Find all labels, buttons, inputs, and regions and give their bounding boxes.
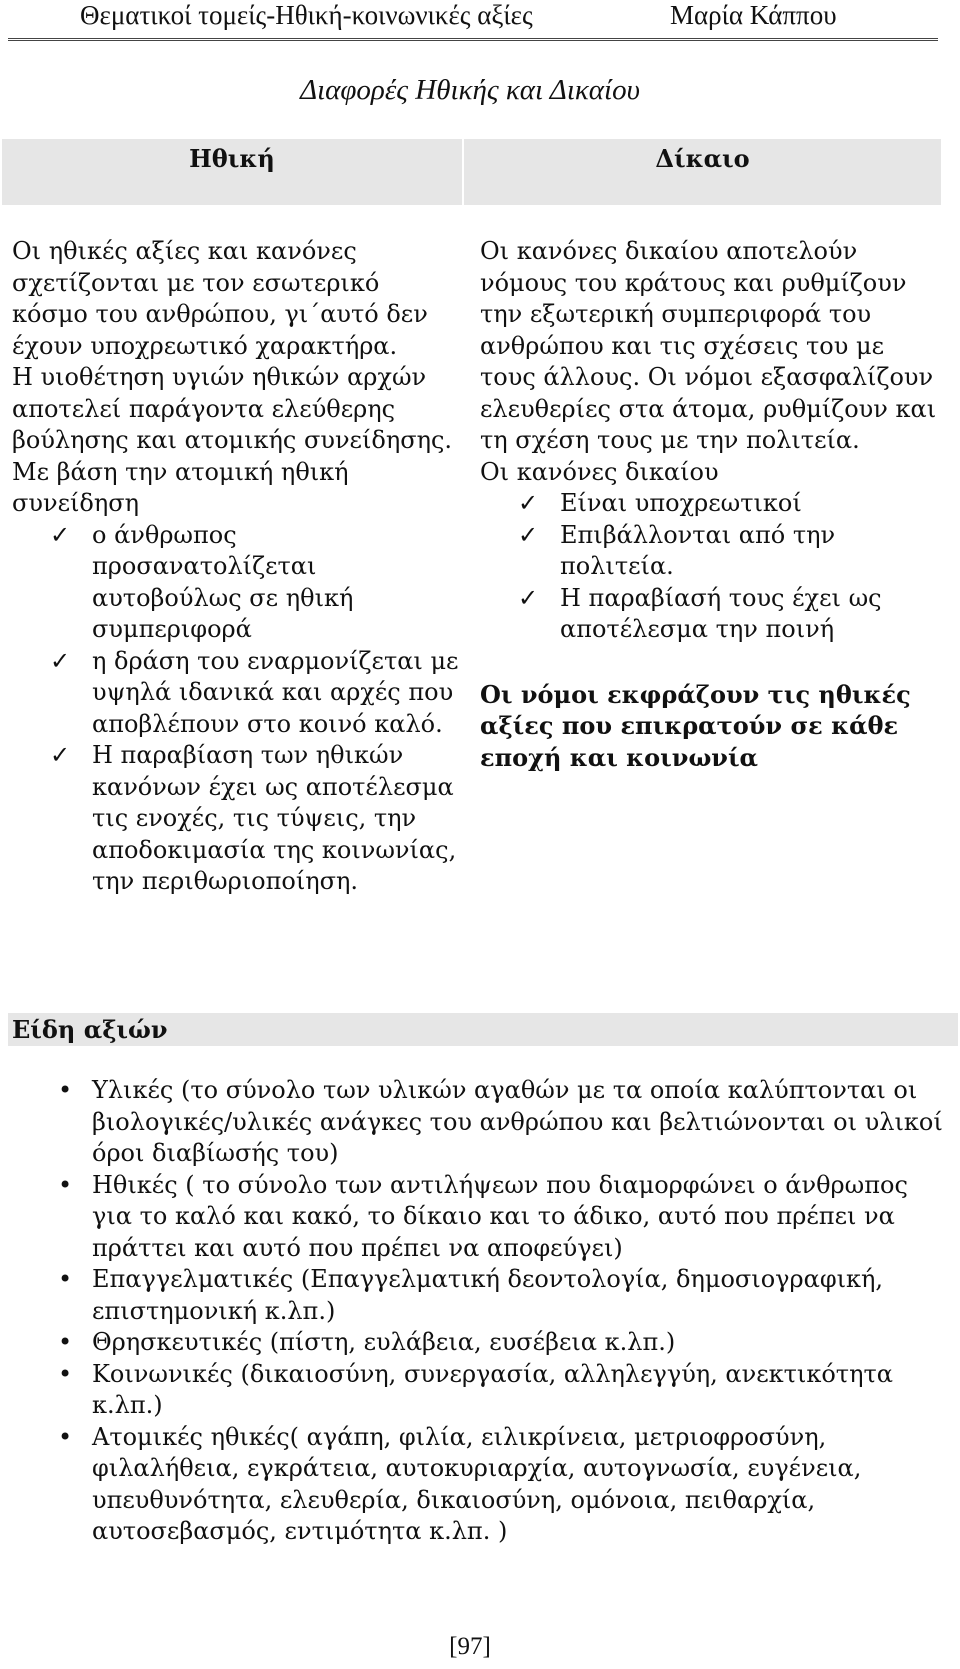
list-item: [12, 740, 462, 898]
check-icon: ✓: [50, 646, 71, 675]
check-icon: ✓: [518, 489, 539, 517]
list-item: [480, 520, 940, 583]
bullet-icon: •: [58, 1265, 73, 1293]
page-number: [97]: [449, 1633, 491, 1660]
list-item-text: ο άνθρωπος προσανατολίζεται αυτοβούλως σε ηθική συμπεριφορά: [92, 520, 354, 643]
list-item: [50, 1359, 950, 1422]
header-author: Μαρία Κάππου: [670, 0, 837, 30]
law-paragraph-2: Οι κανόνες δικαίου: [480, 457, 719, 486]
list-item-text: Επαγγελματικές (Επαγγελματική δεοντολογία, δημοσιογραφική, επιστημονική κ.λπ.): [92, 1265, 884, 1325]
ethics-check-list: [12, 520, 462, 898]
list-item: [50, 1170, 950, 1265]
list-item-text: Ατομικές ηθικές( αγάπη, φιλία, ειλικρίνεια, μετριοφροσύνη, φιλαλήθεια, εγκράτεια, αυτοκυριαρχία, αυτογνωσία, ευγένεια, υπευθυνότητα, ελευθερία, δικαιοσύνη, ομόνοια, πειθαρχία, αυτοσεβασμός, εντιμότητα κ.λπ. ): [92, 1422, 862, 1545]
values-bullet-list: [50, 1075, 950, 1548]
law-column-heading: Δίκαιο: [464, 139, 941, 205]
document-title: Διαφορές Ηθικής και Δικαίου: [300, 74, 640, 106]
page-header: [8, 0, 938, 41]
ethics-column-heading: Ηθική: [2, 139, 462, 205]
ethics-paragraph-1: Οι ηθικές αξίες και κανόνες σχετίζονται με τον εσωτερικό κόσμο του ανθρώπου, γι΄αυτό δεν έχουν υποχρεωτικό χαρακτήρα.: [12, 237, 428, 360]
list-item: [480, 583, 940, 646]
list-item-text: η δράση του εναρμονίζεται με υψηλά ιδανικά και αρχές που αποβλέπουν στο κοινό καλό.: [92, 646, 459, 738]
list-item-text: Θρησκευτικές (πίστη, ευλάβεια, ευσέβεια κ.λπ.): [92, 1328, 676, 1356]
check-icon: ✓: [50, 741, 71, 769]
law-check-list: [480, 488, 940, 646]
list-item: [480, 488, 940, 520]
list-item-text: Η παραβίαση των ηθικών κανόνων έχει ως αποτέλεσμα τις ενοχές, τις τύψεις, την αποδοκιμασία της κοινωνίας, την περιθωριοποίηση.: [92, 741, 457, 895]
law-bold-statement: Οι νόμοι εκφράζουν τις ηθικές αξίες που επικρατούν σε κάθε εποχή και κοινωνία: [480, 679, 911, 772]
bullet-icon: •: [58, 1076, 73, 1104]
bullet-icon: •: [58, 1422, 73, 1451]
check-icon: ✓: [518, 583, 539, 612]
ethics-paragraph-2: Η υιοθέτηση υγιών ηθικών αρχών αποτελεί παράγοντα ελεύθερης βούλησης και ατομικής συνείδησης.: [12, 363, 453, 454]
header-subject: Θεματικοί τομείς-Ηθική-κοινωνικές αξίες: [80, 0, 533, 30]
list-item: [12, 646, 462, 741]
check-icon: ✓: [518, 520, 539, 549]
list-item-text: Ηθικές ( το σύνολο των αντιλήψεων που διαμορφώνει ο άνθρωπος για το καλό και κακό, το δίκαιο και το άδικο, αυτό που πρέπει να πράττει και αυτό που πρέπει να αποφεύγει): [92, 1170, 908, 1262]
list-item: [50, 1075, 950, 1170]
list-item-text: Υλικές (το σύνολο των υλικών αγαθών με τα οποία καλύπτονται οι βιολογικές/υλικές ανάγκες του ανθρώπου και βελτιώνονται οι υλικοί όροι διαβίωσής του): [92, 1076, 943, 1167]
list-item: [50, 1422, 950, 1548]
values-section-heading: Είδη αξιών: [8, 1013, 958, 1046]
list-item-text: Επιβάλλονται από την πολιτεία.: [560, 520, 836, 580]
list-item-text: Η παραβίασή τους έχει ως αποτέλεσμα την ποινή: [560, 583, 882, 643]
list-item: [12, 520, 462, 646]
ethics-column: [12, 236, 462, 898]
law-column: [480, 236, 940, 773]
bullet-icon: •: [58, 1359, 73, 1388]
bullet-icon: •: [58, 1328, 73, 1356]
check-icon: ✓: [50, 520, 71, 549]
law-paragraph-1: Οι κανόνες δικαίου αποτελούν νόμους του κράτους και ρυθμίζουν την εξωτερική συμπεριφορά του ανθρώπου και τις σχέσεις του με τους άλλους. Οι νόμοι εξασφαλίζουν ελευθερίες στα άτομα, ρυθμίζουν και τη σχέση τους με την πολιτεία.: [480, 237, 937, 454]
list-item: [50, 1327, 950, 1359]
list-item-text: Κοινωνικές (δικαιοσύνη, συνεργασία, αλληλεγγύη, ανεκτικότητα κ.λπ.): [92, 1359, 893, 1419]
list-item: [50, 1264, 950, 1327]
ethics-paragraph-3: Με βάση την ατομική ηθική συνείδηση: [12, 457, 349, 517]
list-item-text: Είναι υποχρεωτικοί: [560, 489, 802, 517]
bullet-icon: •: [58, 1170, 73, 1199]
